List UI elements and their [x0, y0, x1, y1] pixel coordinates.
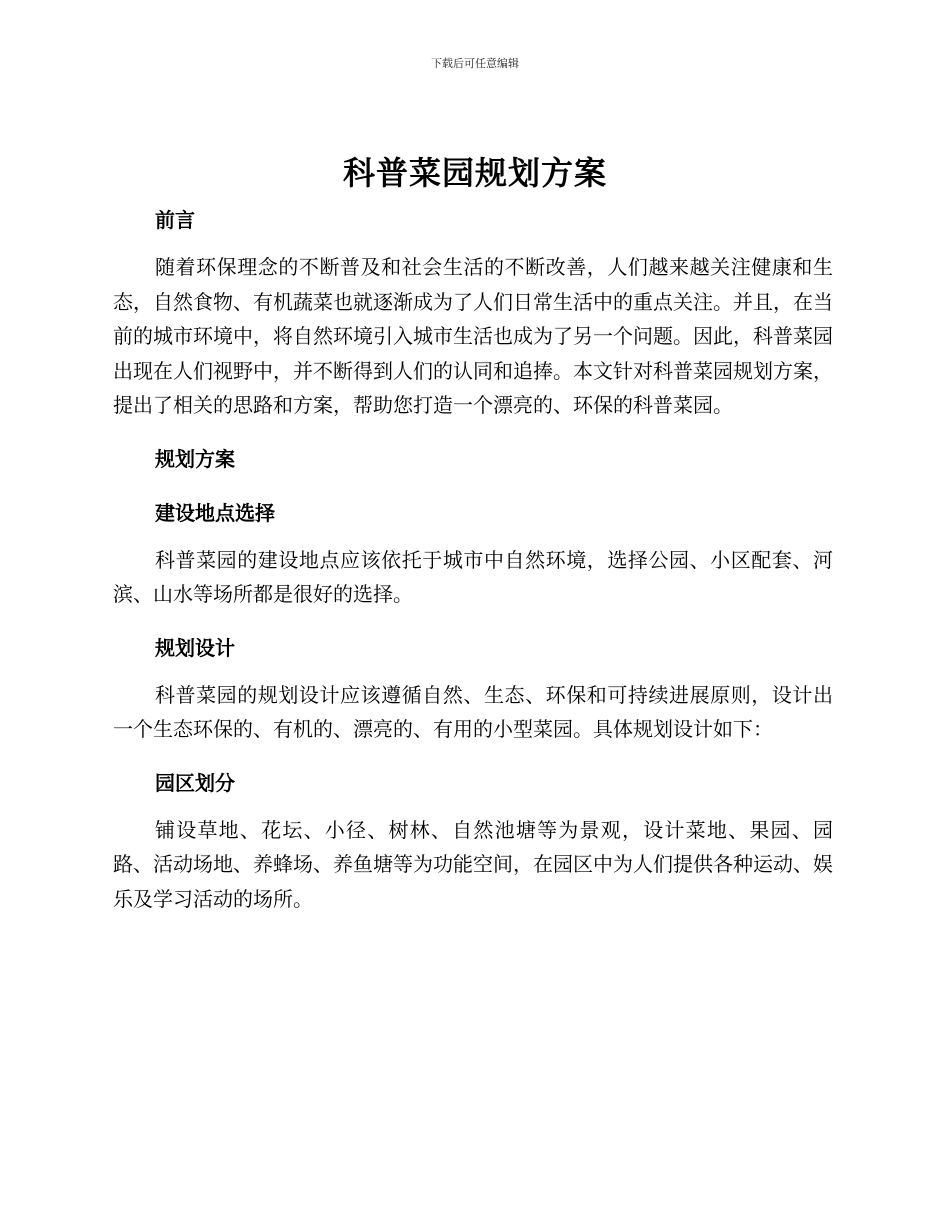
- section-heading-preface: 前言: [155, 208, 195, 232]
- paragraph-preface: 随着环保理念的不断普及和社会生活的不断改善，人们越来越关注健康和生态，自然食物、有机蔬菜也就逐渐成为了人们日常生活中的重点关注。并且，在当前的城市环境中，将自然环境引入城市生活也成为了另一个问题。因此，科普菜园出现在人们视野中，并不断得到人们的认同和追捧。本文针对科普菜园规划方案，提出了相关的思路和方案，帮助您打造一个漂亮的、环保的科普菜园。: [113, 255, 833, 417]
- section-heading-site: 建设地点选择: [155, 500, 275, 525]
- paragraph-site: 科普菜园的建设地点应该依托于城市中自然环境，选择公园、小区配套、河滨、山水等场所都是很好的选择。: [113, 547, 833, 606]
- paragraph-design: 科普菜园的规划设计应该遵循自然、生态、环保和可持续进展原则，设计出一个生态环保的、有机的、漂亮的、有用的小型菜园。具体规划设计如下：: [113, 682, 833, 741]
- document-title: 科普菜园规划方案: [342, 154, 607, 192]
- section-heading-design: 规划设计: [155, 635, 235, 660]
- paragraph-zoning: 铺设草地、花坛、小径、树林、自然池塘等为景观，设计菜地、果园、园路、活动场地、养蜂场、养鱼塘等为功能空间，在园区中为人们提供各种运动、娱乐及学习活动的场所。: [113, 817, 833, 911]
- document-body: [113, 200, 833, 916]
- section-heading-plan: 规划方案: [155, 446, 235, 471]
- header-note: 下载后可任意编辑: [431, 57, 519, 70]
- section-heading-zoning: 园区划分: [155, 770, 235, 795]
